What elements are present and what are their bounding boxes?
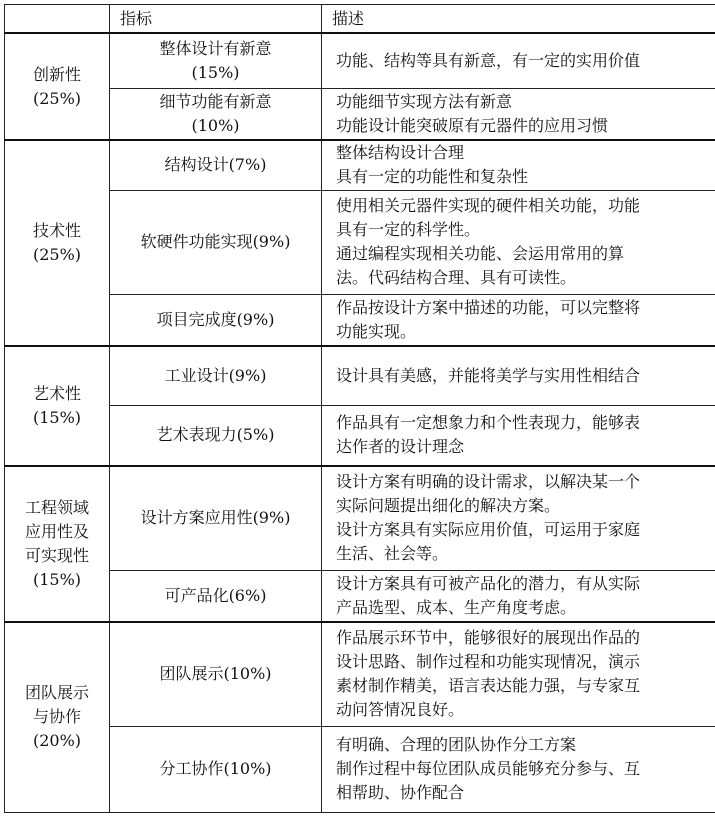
- description-line: 实际问题提出细化的解决方案。: [336, 496, 561, 516]
- indicator-line: 细节功能有新意: [159, 91, 272, 111]
- description-cell: [322, 88, 715, 140]
- description-line: 产品选型、成本、生产角度考虑。: [336, 597, 577, 617]
- description-cell: [322, 140, 715, 190]
- header-category: [5, 5, 110, 34]
- indicator-line: 软硬件功能实现(9%): [140, 232, 291, 251]
- indicator-line: 工业设计(9%): [164, 365, 267, 385]
- description-line: 作品具有一定想象力和个性表现力，能够表: [336, 413, 641, 433]
- indicator-cell: [110, 140, 322, 190]
- description-line: 设计思路、制作过程和功能实现情况，演示: [336, 652, 641, 672]
- category-line: (25%): [32, 245, 82, 264]
- table-row: [5, 140, 715, 190]
- description-line: 设计方案有明确的设计需求，以解决某一个: [336, 472, 641, 492]
- category-line: (15%): [32, 570, 82, 589]
- table-body: [5, 33, 715, 812]
- indicator-line: (10%): [191, 115, 240, 135]
- description-line: 具有一定的科学性。: [336, 220, 481, 239]
- table-row: [5, 33, 715, 88]
- indicator-line: 结构设计(7%): [164, 155, 267, 175]
- table-row: [5, 190, 715, 294]
- indicator-cell: [110, 726, 322, 812]
- category-line: 工程领域: [24, 498, 89, 517]
- description-line: 具有一定的功能性和复杂性: [336, 167, 529, 187]
- indicator-line: 设计方案应用性(9%): [140, 508, 291, 528]
- table-row: [5, 346, 715, 405]
- description-line: 制作过程中每位团队成员能够充分参与、互: [336, 759, 641, 778]
- description-line: 功能实现。: [336, 321, 417, 341]
- header-description: 描述: [322, 5, 715, 34]
- description-line: 相帮助、协作配合: [336, 783, 465, 802]
- description-line: 设计方案具有可被产品化的潜力，有从实际: [336, 573, 641, 593]
- table-row: [5, 622, 715, 726]
- description-line: 素材制作精美，语言表达能力强，与专家互: [336, 676, 641, 696]
- header-indicator: 指标: [110, 5, 322, 34]
- category-cell: [5, 622, 110, 812]
- description-line: 达作者的设计理念: [336, 437, 465, 457]
- description-cell: [322, 466, 715, 570]
- description-line: 作品展示环节中，能够很好的展现出作品的: [336, 628, 641, 648]
- description-cell: [322, 570, 715, 622]
- indicator-cell: [110, 622, 322, 726]
- header-row: [5, 5, 715, 34]
- table-row: [5, 88, 715, 140]
- description-cell: [322, 726, 715, 812]
- category-line: (20%): [32, 731, 82, 751]
- indicator-cell: [110, 570, 322, 622]
- category-line: (15%): [32, 408, 82, 427]
- description-cell: [322, 346, 715, 405]
- category-line: 艺术性: [32, 384, 81, 403]
- description-cell: [322, 622, 715, 726]
- table-row: [5, 405, 715, 466]
- description-line: 作品按设计方案中描述的功能，可以完整将: [336, 297, 641, 317]
- indicator-line: 整体设计有新意: [159, 38, 272, 58]
- table-row: [5, 294, 715, 346]
- indicator-cell: [110, 294, 322, 346]
- indicator-cell: [110, 88, 322, 140]
- category-line: 技术性: [32, 221, 81, 240]
- indicator-cell: [110, 346, 322, 405]
- description-line: 有明确、合理的团队协作分工方案: [336, 735, 577, 754]
- category-line: 可实现性: [24, 546, 89, 565]
- table-row: [5, 466, 715, 570]
- description-cell: [322, 190, 715, 294]
- description-line: 通过编程实现相关功能、会运用常用的算: [336, 244, 625, 263]
- category-line: (25%): [32, 88, 82, 108]
- category-cell: [5, 466, 110, 622]
- description-cell: [322, 405, 715, 466]
- indicator-line: 团队展示(10%): [159, 664, 272, 684]
- table-row: [5, 726, 715, 812]
- description-line: 功能细节实现方法有新意: [336, 91, 513, 111]
- description-cell: [322, 33, 715, 88]
- description-line: 生活、社会等。: [336, 544, 449, 564]
- indicator-line: 项目完成度(9%): [156, 309, 275, 329]
- description-cell: [322, 294, 715, 346]
- description-line: 整体结构设计合理: [336, 143, 465, 163]
- description-line: 法。代码结构合理、具有可读性。: [336, 268, 577, 287]
- indicator-cell: [110, 190, 322, 294]
- scoring-table: [4, 4, 715, 813]
- indicator-line: 艺术表现力(5%): [156, 425, 275, 445]
- table-row: [5, 570, 715, 622]
- indicator-cell: [110, 33, 322, 88]
- category-cell: [5, 140, 110, 346]
- description-line: 设计方案具有实际应用价值，可运用于家庭: [336, 520, 641, 540]
- description-line: 设计具有美感，并能将美学与实用性相结合: [336, 365, 641, 385]
- category-line: 创新性: [32, 64, 81, 84]
- indicator-cell: [110, 466, 322, 570]
- indicator-line: (15%): [191, 62, 240, 82]
- description-line: 功能设计能突破原有元器件的应用习惯: [336, 115, 609, 135]
- description-line: 动问答情况良好。: [336, 700, 465, 720]
- category-cell: [5, 33, 110, 140]
- category-cell: [5, 346, 110, 466]
- description-line: 使用相关元器件实现的硬件相关功能，功能: [336, 196, 641, 215]
- indicator-line: 分工协作(10%): [159, 759, 272, 778]
- indicator-cell: [110, 405, 322, 466]
- category-line: 团队展示: [24, 683, 89, 703]
- description-line: 功能、结构等具有新意，有一定的实用价值: [336, 50, 641, 70]
- indicator-line: 可产品化(6%): [164, 585, 267, 605]
- category-line: 与协作: [32, 707, 81, 727]
- category-line: 应用性及: [24, 522, 89, 541]
